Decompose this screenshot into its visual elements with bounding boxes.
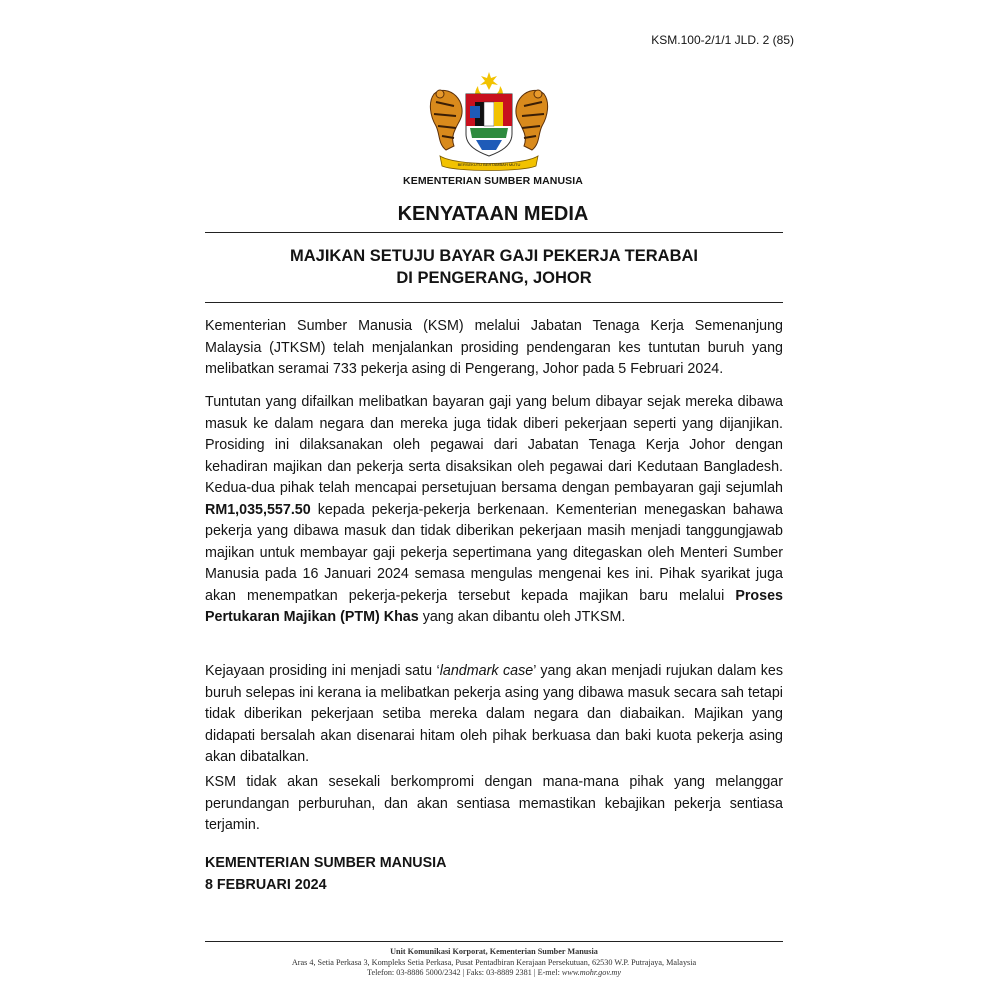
footer-website: www.mohr.gov.my [561,968,621,977]
paragraph-4: KSM tidak akan sesekali berkompromi dengan mana-mana pihak yang melanggar perundangan perburuhan, dan akan sentiasa memastikan kebajikan pekerja sentiasa terjamin. [205,774,783,833]
footer-unit: Unit Komunikasi Korporat, Kementerian Sumber Manusia [390,947,598,956]
crest-scroll-text: BERSEKUTU BERTAMBAH MUTU [457,162,521,167]
headline-line-2: DI PENGERANG, JOHOR [396,268,592,287]
paragraph-1: Kementerian Sumber Manusia (KSM) melalui Jabatan Tenaga Kerja Semenanjung Malaysia (JTKSM) telah menjalankan prosiding pendengaran kes tuntutan buruh yang melibatkan seramai 733 pekerja asing di Pengerang, Johor pada 5 Februari 2024. [205,318,783,377]
headline-line-1: MAJIKAN SETUJU BAYAR GAJI PEKERJA TERABAI [290,247,698,265]
footer [205,947,783,979]
footer-address: Aras 4, Setia Perkasa 3, Kompleks Setia Perkasa, Pusat Pentadbiran Kerajaan Persekutuan, 62530 W.P. Putrajaya, Malaysia [291,957,697,967]
headline [205,246,783,289]
paragraph-3-text-b: ’ yang akan menjadi rujukan dalam kes buruh selepas ini kerana ia melibatkan pekerja asing yang dibawa masuk secara sah tetapi tidak diberikan pekerjaan setiba mereka dalam negara dan diabaikan. Majikan yang didapati bersalah akan disenarai hitam oleh pihak berkuasa dan baki kuota pekerja asing akan dibatalkan. [205,663,783,765]
signature-date: 8 FEBRUARI 2024 [205,877,327,893]
footer-contact [205,968,783,979]
page-title: KENYATAAN MEDIA [397,203,589,225]
signature-ministry: KEMENTERIAN SUMBER MANUSIA [205,855,447,871]
ptm-program-name: Proses Pertukaran Majikan (PTM) Khas [205,587,783,625]
title-divider [205,232,783,233]
footer-divider [205,941,783,942]
paragraph-2 [205,392,783,629]
payment-amount: RM1,035,557.50 [205,501,311,518]
paragraph-2-text-c: yang akan dibantu oleh JTKSM. [418,609,626,625]
malaysia-coat-of-arms-icon [426,72,552,172]
footer-phone-fax: Telefon: 03-8886 5000/2342 | Faks: 03-8889 2381 | E-mel: [367,968,562,977]
paragraph-3-text-a: Kejayaan prosiding ini menjadi satu ‘ [205,663,440,679]
landmark-case-term: landmark case [439,663,534,679]
ministry-header: KEMENTERIAN SUMBER MANUSIA [403,175,583,187]
paragraph-3 [205,661,783,769]
headline-divider [205,302,783,303]
paragraph-2-text-b: kepada pekerja-pekerja berkenaan. Kementerian menegaskan bahawa pekerja yang dibawa masuk dan tidak diberikan pekerjaan masih menjadi tanggungjawab majikan untuk membayar gaji pekerja sepertimana yang ditegaskan oleh Menteri Sumber Manusia pada 16 Januari 2024 semasa mengulas mengenai kes ini. Pihak syarikat juga akan menempatkan pekerja-pekerja tersebut kepada majikan baru melalui [205,501,783,604]
paragraph-2-text-a: Tuntutan yang difailkan melibatkan bayaran gaji yang belum dibayar sejak mereka dibawa masuk ke dalam negara dan mereka juga tidak diberi pekerjaan seperti yang dijanjikan. Prosiding ini dilaksanakan oleh pegawai dari Jabatan Tenaga Kerja Johor dengan kehadiran majikan dan pekerja serta disaksikan oleh pegawai dari Kedutaan Bangladesh. Kedua-dua pihak telah mencapai persetujuan bersama dengan pembayaran gaji sejumlah [205,394,783,496]
reference-number: KSM.100-2/1/1 JLD. 2 (85) [651,33,794,47]
